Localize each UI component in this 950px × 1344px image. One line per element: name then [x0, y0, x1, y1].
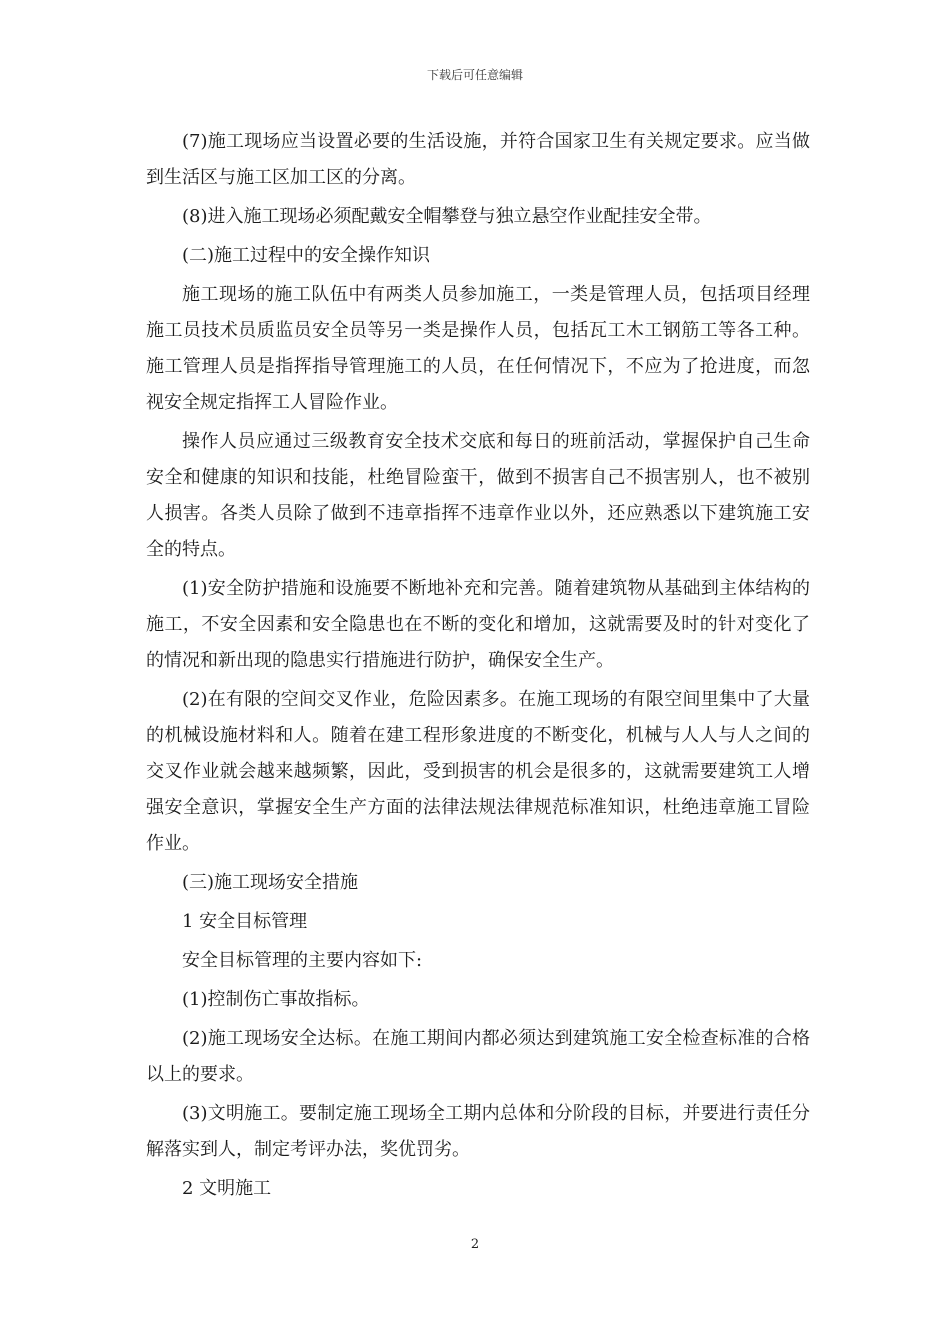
document-body	[146, 124, 810, 1210]
paragraph: (7)施工现场应当设置必要的生活设施，并符合国家卫生有关规定要求。应当做到生活区与施工区加工区的分离。	[146, 131, 810, 188]
paragraph: 施工现场的施工队伍中有两类人员参加施工，一类是管理人员，包括项目经理施工员技术员质监员安全员等另一类是操作人员，包括瓦工木工钢筋工等各工种。施工管理人员是指挥指导管理施工的人员，在任何情况下，不应为了抢进度，而忽视安全规定指挥工人冒险作业。	[146, 284, 810, 413]
paragraph: (8)进入施工现场必须配戴安全帽攀登与独立悬空作业配挂安全带。	[182, 206, 712, 227]
paragraph: 操作人员应通过三级教育安全技术交底和每日的班前活动，掌握保护自己生命安全和健康的知识和技能，杜绝冒险蛮干，做到不损害自己不损害别人，也不被别人损害。各类人员除了做到不违章指挥不违章作业以外，还应熟悉以下建筑施工安全的特点。	[146, 431, 810, 560]
section-heading: (二)施工过程中的安全操作知识	[182, 245, 431, 266]
subsection-heading: 1 安全目标管理	[182, 911, 308, 932]
subsection-heading: 2 文明施工	[182, 1178, 272, 1199]
list-item: (3)文明施工。要制定施工现场全工期内总体和分阶段的目标，并要进行责任分解落实到人，制定考评办法，奖优罚劣。	[146, 1103, 810, 1160]
section-heading: (三)施工现场安全措施	[182, 872, 359, 893]
page-header: 下载后可任意编辑	[426, 68, 523, 82]
list-item: (2)施工现场安全达标。在施工期间内都必须达到建筑施工安全检查标准的合格以上的要求。	[146, 1028, 810, 1085]
paragraph: (2)在有限的空间交叉作业，危险因素多。在施工现场的有限空间里集中了大量的机械设施材料和人。随着在建工程形象进度的不断变化，机械与人人与人之间的交叉作业就会越来越频繁，因此，受到损害的机会是很多的，这就需要建筑工人增强安全意识，掌握安全生产方面的法律法规法律规范标准知识，杜绝违章施工冒险作业。	[146, 689, 810, 854]
paragraph: (1)安全防护措施和设施要不断地补充和完善。随着建筑物从基础到主体结构的施工，不安全因素和安全隐患也在不断的变化和增加，这就需要及时的针对变化了的情况和新出现的隐患实行措施进行防护，确保安全生产。	[146, 578, 810, 671]
paragraph: 安全目标管理的主要内容如下:	[182, 950, 423, 971]
list-item: (1)控制伤亡事故指标。	[182, 989, 370, 1010]
page-number: 2	[470, 1237, 480, 1252]
